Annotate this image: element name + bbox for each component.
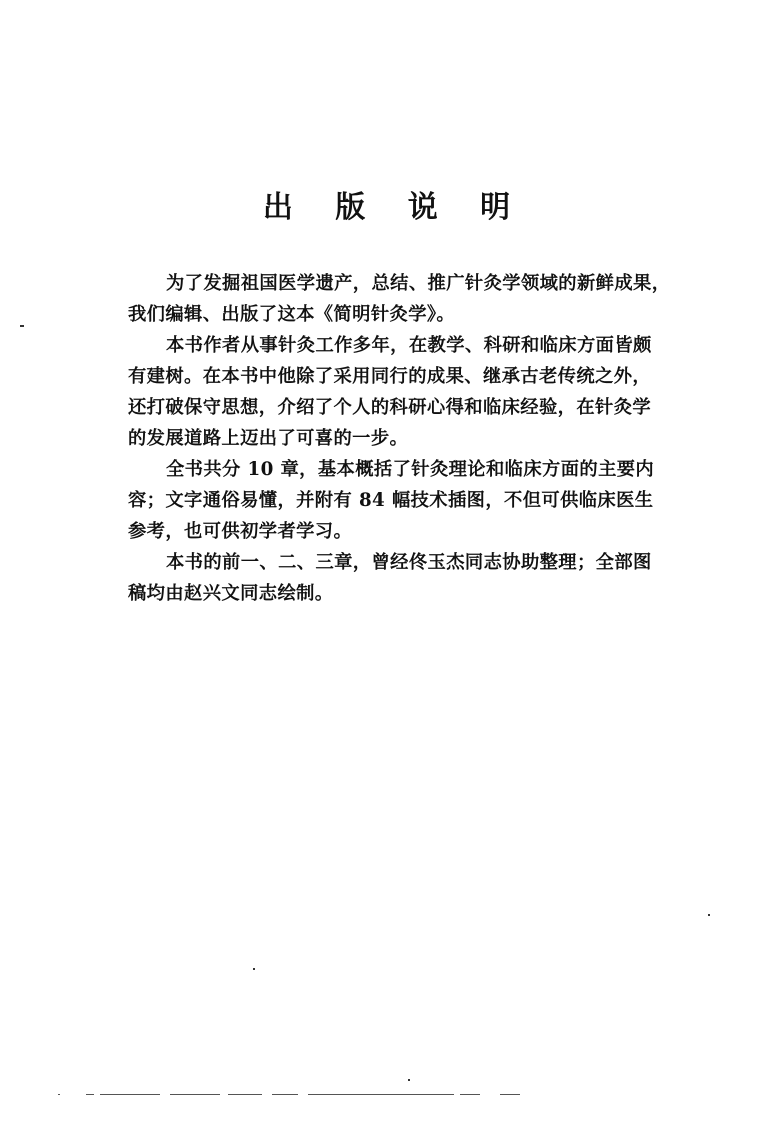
text-line: 稿均由赵兴文同志绘制。: [128, 583, 334, 604]
scan-speck: [20, 325, 24, 327]
text-line: 全书共分 10 章，基本概括了针灸理论和临床方面的主要内: [166, 459, 655, 480]
paragraph-4: [128, 547, 696, 609]
scan-speck: [708, 914, 710, 916]
scan-speck: [253, 968, 255, 970]
text-line: 的发展道路上迈出了可喜的一步。: [128, 428, 409, 449]
paragraph-3: [128, 454, 696, 547]
text-line: 有建树。在本书中他除了采用同行的成果、继承古老传统之外，: [128, 366, 652, 387]
text-line: 本书作者从事针灸工作多年，在教学、科研和临床方面皆颇: [166, 335, 652, 356]
text-line: 还打破保守思想，介绍了个人的科研心得和临床经验，在针灸学: [128, 397, 652, 418]
text-line: 我们编辑、出版了这本《简明针灸学》。: [128, 304, 456, 325]
text-line: 参考，也可供初学者学习。: [128, 521, 353, 542]
text-line: 容；文字通俗易懂，并附有 84 幅技术插图，不但可供临床医生: [128, 490, 654, 511]
paragraph-1: [128, 268, 696, 330]
text-line: 为了发掘祖国医学遗产，总结、推广针灸学领域的新鲜成果，: [166, 273, 671, 294]
page-title: 出 版 说 明: [262, 190, 527, 225]
paragraph-2: [128, 330, 696, 454]
document-body: [128, 268, 696, 609]
scan-speck: [408, 1079, 410, 1081]
text-line: 本书的前一、二、三章，曾经佟玉杰同志协助整理；全部图: [166, 552, 652, 573]
